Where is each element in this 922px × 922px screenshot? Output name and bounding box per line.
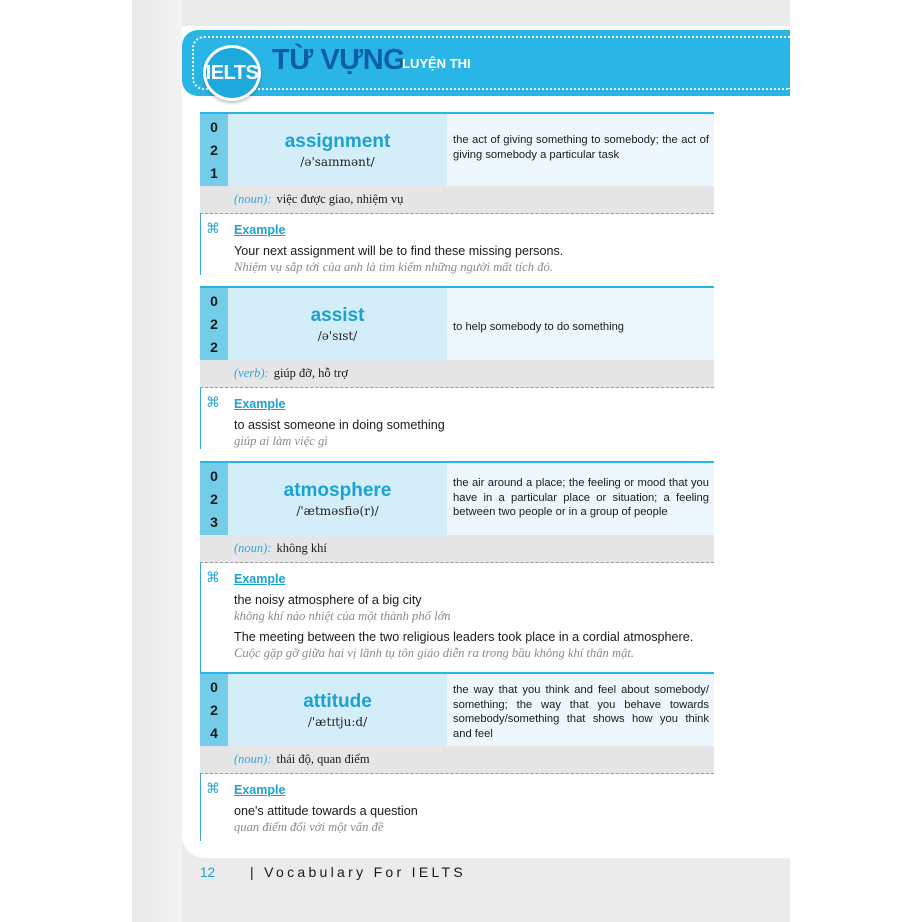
example-vietnamese: Nhiệm vụ sắp tới của anh là tìm kiếm những người mất tích đó. <box>234 260 553 274</box>
vietnamese-meaning: thái độ, quan điểm <box>276 752 370 766</box>
word-cell <box>228 288 447 360</box>
definition: the way that you think and feel about somebody/ something; the way that you behave towards somebody/something that shows how you think and feel <box>453 684 709 740</box>
definition-cell <box>447 463 714 535</box>
part-of-speech: (noun): <box>234 752 272 766</box>
entry-number-digit: 0 <box>210 679 218 696</box>
example-label: Example <box>234 397 286 411</box>
headword: assist <box>310 305 365 326</box>
example-block <box>200 774 714 841</box>
entry-number-digit: 0 <box>210 468 218 485</box>
ielts-badge: IELTS <box>203 45 261 101</box>
headword: assignment <box>284 131 391 152</box>
running-footer-title: | Vocabulary For IELTS <box>250 864 467 880</box>
part-of-speech-row <box>200 186 714 214</box>
example-vietnamese: giúp ai làm việc gì <box>234 434 328 448</box>
example-heading <box>206 394 714 414</box>
page-number: 12 <box>200 865 216 880</box>
entry-number-digit: 2 <box>210 490 218 507</box>
definition-cell <box>447 674 714 746</box>
entry-number <box>200 288 228 360</box>
part-of-speech-row <box>200 535 714 563</box>
headword: attitude <box>303 691 372 712</box>
part-of-speech: (verb): <box>234 366 269 380</box>
command-icon: ⌘ <box>206 395 220 411</box>
part-of-speech: (noun): <box>234 541 272 555</box>
definition-cell <box>447 288 714 360</box>
entry-number-digit: 2 <box>210 701 218 718</box>
vietnamese-meaning: không khí <box>276 541 327 555</box>
example-vietnamese: Cuộc gặp gỡ giữa hai vị lãnh tụ tôn giáo diễn ra trong bầu không khí thân mật. <box>234 646 635 660</box>
entry-number-digit: 2 <box>210 315 218 332</box>
example-english: the noisy atmosphere of a big city <box>234 593 422 607</box>
command-icon: ⌘ <box>206 570 220 586</box>
entry-header <box>200 672 714 746</box>
example-block <box>200 214 714 275</box>
example-block <box>200 563 714 674</box>
example-english: The meeting between the two religious leaders took place in a cordial atmosphere. <box>234 630 694 644</box>
vocab-entry-021 <box>200 112 714 275</box>
entry-number-digit: 2 <box>210 141 218 158</box>
entry-number-digit: 2 <box>210 338 218 355</box>
command-icon: ⌘ <box>206 221 220 237</box>
example-block <box>200 388 714 449</box>
example-heading <box>206 220 714 240</box>
word-cell <box>228 114 447 186</box>
pronunciation: /'ætməsfiə(r)/ <box>296 504 379 518</box>
example-heading <box>206 569 714 589</box>
entry-number <box>200 463 228 535</box>
definition-cell <box>447 114 714 186</box>
entry-number-digit: 1 <box>210 164 218 181</box>
vocab-entry-023 <box>200 461 714 674</box>
example-label: Example <box>234 783 286 797</box>
example-english: one's attitude towards a question <box>234 804 418 818</box>
entry-number-digit: 0 <box>210 293 218 310</box>
example-label: Example <box>234 572 286 586</box>
part-of-speech-row <box>200 360 714 388</box>
header-subtitle: LUYỆN THI <box>402 56 471 71</box>
vocab-entry-022 <box>200 286 714 449</box>
vietnamese-meaning: việc được giao, nhiệm vụ <box>276 192 404 206</box>
pronunciation: /ə'sɪst/ <box>317 329 358 343</box>
entry-number-digit: 0 <box>210 119 218 136</box>
header-title: TỪ VỰNG <box>272 44 406 76</box>
headword: atmosphere <box>283 480 392 501</box>
example-label: Example <box>234 223 286 237</box>
example-english: Your next assignment will be to find these missing persons. <box>234 244 564 258</box>
pronunciation: /ə'saɪnmənt/ <box>300 155 375 169</box>
command-icon: ⌘ <box>206 781 220 797</box>
pronunciation: /'ætɪtju:d/ <box>307 715 368 729</box>
vocab-entry-024 <box>200 672 714 841</box>
word-cell <box>228 674 447 746</box>
word-cell <box>228 463 447 535</box>
entry-number-digit: 3 <box>210 513 218 530</box>
entry-number <box>200 114 228 186</box>
definition: the act of giving something to somebody; the act of giving somebody a particular task <box>453 134 709 161</box>
example-heading <box>206 780 714 800</box>
entry-header <box>200 286 714 360</box>
page-shadow <box>132 0 182 922</box>
definition: to help somebody to do something <box>453 320 625 333</box>
entry-header <box>200 461 714 535</box>
part-of-speech-row <box>200 746 714 774</box>
example-english: to assist someone in doing something <box>234 418 445 432</box>
entry-header <box>200 112 714 186</box>
example-vietnamese: quan điểm đối với một vấn đề <box>234 820 384 834</box>
example-vietnamese: không khí nảo nhiệt của một thành phố lớn <box>234 609 451 623</box>
entry-number-digit: 4 <box>210 724 218 741</box>
part-of-speech: (noun): <box>234 192 272 206</box>
vietnamese-meaning: giúp đỡ, hỗ trợ <box>273 366 349 380</box>
entry-number <box>200 674 228 746</box>
definition: the air around a place; the feeling or mood that you have in a particular place or situation; a feeling between two people or in a group of people <box>453 477 709 519</box>
